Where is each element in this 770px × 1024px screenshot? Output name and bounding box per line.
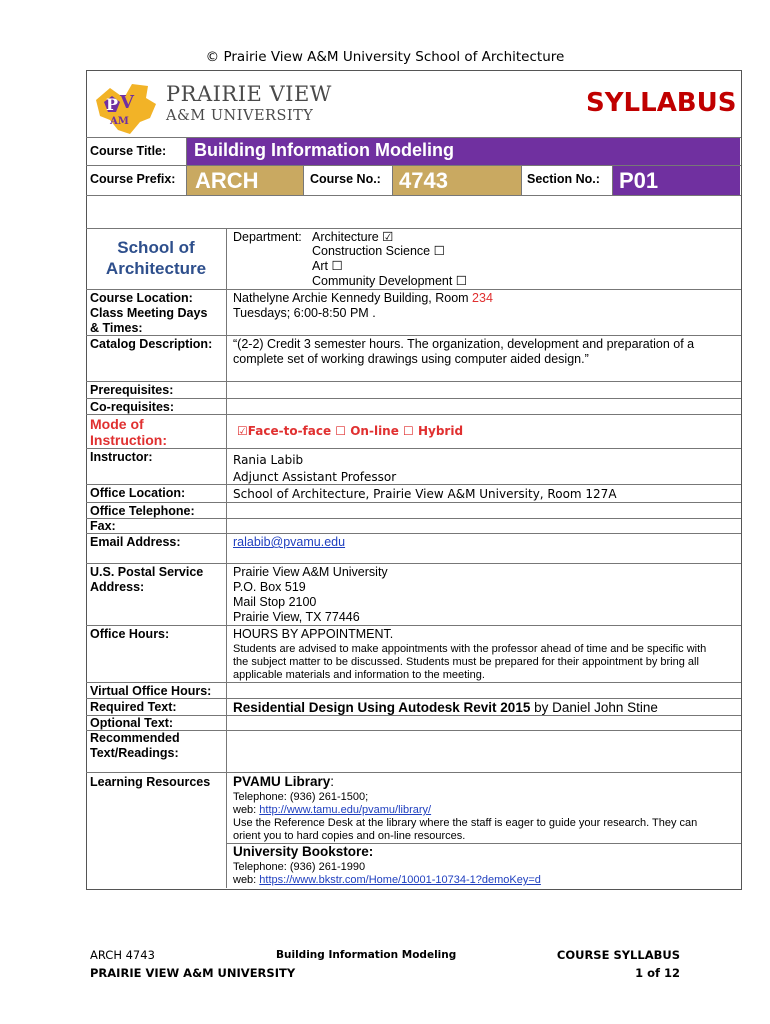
course-title-label: Course Title: bbox=[90, 144, 167, 158]
office-hours-note-2: the subject matter to be discussed. Students must be prepared for their appointment by bring all bbox=[233, 656, 699, 668]
course-location-label: Course Location: bbox=[90, 291, 193, 305]
recommended-label-2: Text/Readings: bbox=[90, 746, 179, 760]
bookstore-title: University Bookstore: bbox=[233, 844, 374, 859]
meeting-value: Tuesdays; 6:00-8:50 PM . bbox=[233, 306, 376, 320]
course-title-band bbox=[186, 138, 740, 165]
bookstore-web-label: web: bbox=[233, 874, 260, 886]
section-number-label: Section No.: bbox=[527, 172, 600, 186]
mode-options: ☑Face-to-face ☐ On-line ☐ Hybrid bbox=[237, 424, 464, 438]
university-logo bbox=[90, 78, 340, 138]
postal-line-3: Mail Stop 2100 bbox=[233, 595, 317, 609]
department-option-community: Community Development ☐ bbox=[312, 274, 468, 288]
department-option-art: Art ☐ bbox=[312, 259, 343, 273]
course-number-label: Course No.: bbox=[310, 172, 381, 186]
library-title-colon: : bbox=[330, 774, 335, 789]
copyright-notice: © Prairie View A&M University School of Architecture bbox=[205, 49, 565, 65]
postal-label-1: U.S. Postal Service bbox=[90, 565, 204, 579]
school-name-line2: Architecture bbox=[105, 259, 207, 278]
meeting-label-1: Class Meeting Days bbox=[90, 306, 208, 320]
logo-name: PRAIRIE VIEW bbox=[166, 82, 332, 106]
course-number: 4743 bbox=[399, 168, 448, 193]
required-text-author: by Daniel John Stine bbox=[530, 700, 658, 715]
footer-syllabus: COURSE SYLLABUS bbox=[556, 948, 680, 962]
library-note-1: Use the Reference Desk at the library where the staff is eager to guide your research. They can bbox=[233, 817, 698, 829]
corequisites-label: Co-requisites: bbox=[90, 400, 175, 414]
catalog-label: Catalog Description: bbox=[90, 337, 213, 351]
section-number: P01 bbox=[619, 168, 659, 193]
postal-line-1: Prairie View A&M University bbox=[233, 565, 388, 579]
required-text-value bbox=[233, 700, 658, 716]
course-location-value bbox=[233, 291, 493, 306]
prerequisites-label: Prerequisites: bbox=[90, 383, 174, 397]
library-title bbox=[233, 774, 334, 790]
office-hours-label: Office Hours: bbox=[90, 627, 170, 641]
library-title-text: PVAMU Library bbox=[233, 774, 331, 789]
office-hours-note-1: Students are advised to make appointments with the professor ahead of time and be specific with bbox=[233, 643, 707, 655]
recommended-label-1: Recommended bbox=[90, 731, 180, 745]
school-name-line1: School of bbox=[117, 238, 195, 257]
svg-text:V: V bbox=[120, 92, 134, 113]
instructor-name: Rania Labib bbox=[233, 453, 304, 467]
course-title: Building Information Modeling bbox=[194, 140, 454, 160]
office-location-value: School of Architecture, Prairie View A&M University, Room 127A bbox=[233, 487, 617, 501]
course-prefix-label: Course Prefix: bbox=[90, 172, 176, 186]
section-number-cell bbox=[613, 166, 740, 195]
instructor-label: Instructor: bbox=[90, 450, 153, 464]
bookstore-web-link[interactable]: https://www.bkstr.com/Home/10001-10734-1?demoKey=d bbox=[259, 874, 541, 886]
department-option-architecture: Architecture ☑ bbox=[312, 230, 394, 244]
postal-line-2: P.O. Box 519 bbox=[233, 580, 306, 594]
university-seal-icon bbox=[90, 78, 160, 138]
footer-university: PRAIRIE VIEW A&M UNIVERSITY bbox=[90, 966, 296, 980]
footer-page-number: 1 of 12 bbox=[635, 966, 680, 980]
department-option-construction: Construction Science ☐ bbox=[312, 244, 445, 258]
svg-text:AM: AM bbox=[110, 116, 129, 127]
library-web-link[interactable]: http://www.tamu.edu/pvamu/library/ bbox=[259, 804, 432, 816]
office-hours-value: HOURS BY APPOINTMENT. bbox=[233, 627, 394, 641]
course-prefix: ARCH bbox=[195, 168, 259, 193]
footer-course-title: Building Information Modeling bbox=[276, 949, 457, 961]
course-prefix-cell bbox=[187, 166, 303, 195]
mode-label-2: Instruction: bbox=[90, 432, 167, 448]
postal-line-4: Prairie View, TX 77446 bbox=[233, 610, 360, 624]
footer-course: ARCH 4743 bbox=[90, 948, 155, 962]
mode-label-1: Mode of bbox=[90, 416, 144, 432]
svg-text:P: P bbox=[106, 95, 119, 114]
instructor-title: Adjunct Assistant Professor bbox=[233, 470, 397, 484]
office-location-label: Office Location: bbox=[90, 486, 186, 500]
virtual-office-hours-label: Virtual Office Hours: bbox=[90, 684, 212, 698]
required-text-label: Required Text: bbox=[90, 700, 177, 714]
postal-label-2: Address: bbox=[90, 580, 145, 594]
required-text-title: Residential Design Using Autodesk Revit 2015 bbox=[233, 700, 531, 715]
syllabus-heading: SYLLABUS bbox=[586, 88, 737, 118]
library-web bbox=[233, 804, 431, 817]
bookstore-phone: Telephone: (936) 261-1990 bbox=[233, 861, 366, 873]
email-link[interactable]: ralabib@pvamu.edu bbox=[233, 535, 346, 549]
office-telephone-label: Office Telephone: bbox=[90, 504, 195, 518]
catalog-line1: “(2-2) Credit 3 semester hours. The organization, development and preparation of a bbox=[233, 337, 695, 351]
catalog-line2: complete set of working drawings using computer aided design.” bbox=[233, 352, 589, 366]
course-number-cell bbox=[393, 166, 521, 195]
library-web-label: web: bbox=[233, 804, 260, 816]
meeting-label-2: & Times: bbox=[90, 321, 143, 335]
logo-subname: A&M UNIVERSITY bbox=[166, 108, 314, 124]
library-phone: Telephone: (936) 261-1500; bbox=[233, 791, 369, 803]
library-note-2: orient you to hard copies and on-line resources. bbox=[233, 830, 466, 842]
department-label: Department: bbox=[233, 230, 302, 244]
course-location-room: 234 bbox=[472, 291, 493, 305]
optional-text-label: Optional Text: bbox=[90, 716, 174, 730]
bookstore-web bbox=[233, 874, 541, 887]
office-hours-note-3: applicable materials and information to the meeting. bbox=[233, 669, 485, 681]
email-label: Email Address: bbox=[90, 535, 181, 549]
course-location-building: Nathelyne Archie Kennedy Building, Room bbox=[233, 291, 473, 305]
learning-resources-label: Learning Resources bbox=[90, 775, 211, 789]
fax-label: Fax: bbox=[90, 519, 116, 533]
